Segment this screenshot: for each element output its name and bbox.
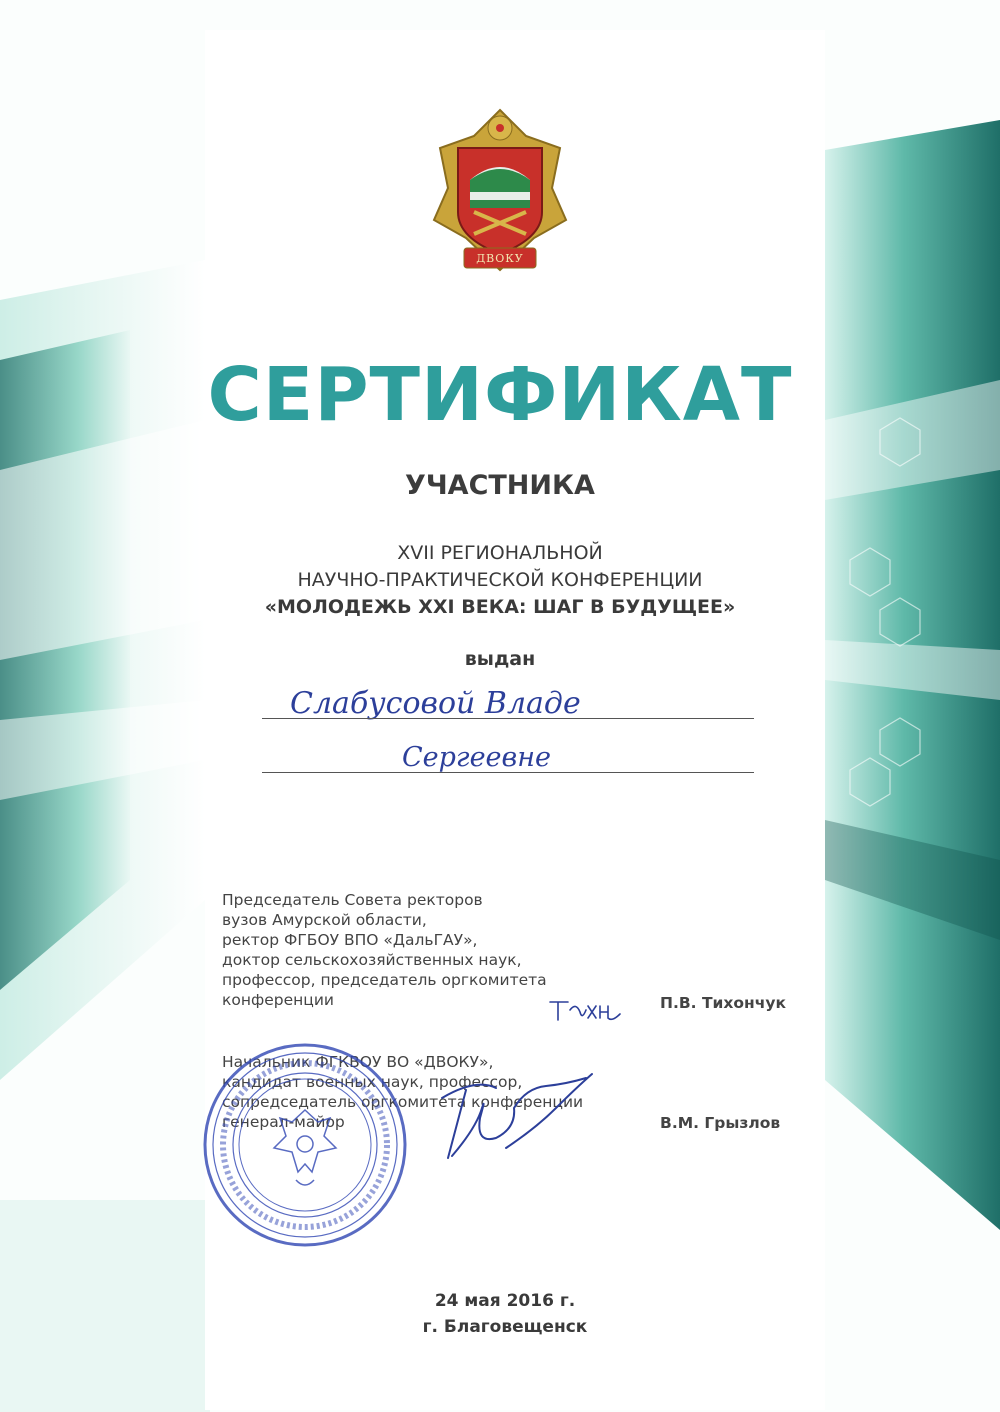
official-seal-stamp (200, 1040, 410, 1250)
position-line: доктор сельскохозяйственных наук, (222, 951, 522, 969)
signatory-1-position (222, 890, 547, 1010)
recipient-name-line-1: Слабусовой Владе (290, 686, 581, 721)
position-line: Начальник ФГКВОУ ВО «ДВОКУ», (222, 1053, 494, 1071)
issue-date-and-city (0, 1288, 1000, 1340)
signatory-2-name: В.М. Грызлов (660, 1114, 781, 1132)
position-line: кандидат военных наук, профессор, (222, 1073, 523, 1091)
emblem-label: ДВОКУ (476, 252, 524, 265)
position-line: профессор, председатель оргкомитета (222, 971, 547, 989)
signature-2-image (436, 1068, 596, 1168)
position-line: генерал-майор (222, 1113, 345, 1131)
position-line: Председатель Совета ректоров (222, 891, 483, 909)
recipient-name-line-2: Сергеевне (402, 742, 552, 773)
position-line: сопредседатель оргкомитета конференции (222, 1093, 584, 1111)
conference-line: НАУЧНО-ПРАКТИЧЕСКОЙ КОНФЕРЕНЦИИ (297, 569, 703, 591)
recipient-underline-2 (262, 772, 754, 773)
certificate-title: СЕРТИФИКАТ (207, 352, 793, 438)
recipient-underline-1 (262, 718, 754, 719)
conference-name (0, 540, 1000, 621)
position-line: конференции (222, 991, 334, 1009)
position-line: вузов Амурской области, (222, 911, 427, 929)
conference-line: «МОЛОДЕЖЬ XXI ВЕКА: ШАГ В БУДУЩЕЕ» (264, 596, 736, 618)
signature-1-image (546, 992, 626, 1028)
issue-date: 24 мая 2016 г. (434, 1291, 576, 1311)
certificate-subtitle: УЧАСТНИКА (405, 470, 595, 501)
issue-city: г. Благовещенск (422, 1317, 588, 1337)
signatory-1-name: П.В. Тихончук (660, 994, 787, 1012)
issued-label: выдан (464, 648, 536, 670)
conference-line: XVII РЕГИОНАЛЬНОЙ (397, 542, 603, 564)
position-line: ректор ФГБОУ ВПО «ДальГАУ», (222, 931, 478, 949)
